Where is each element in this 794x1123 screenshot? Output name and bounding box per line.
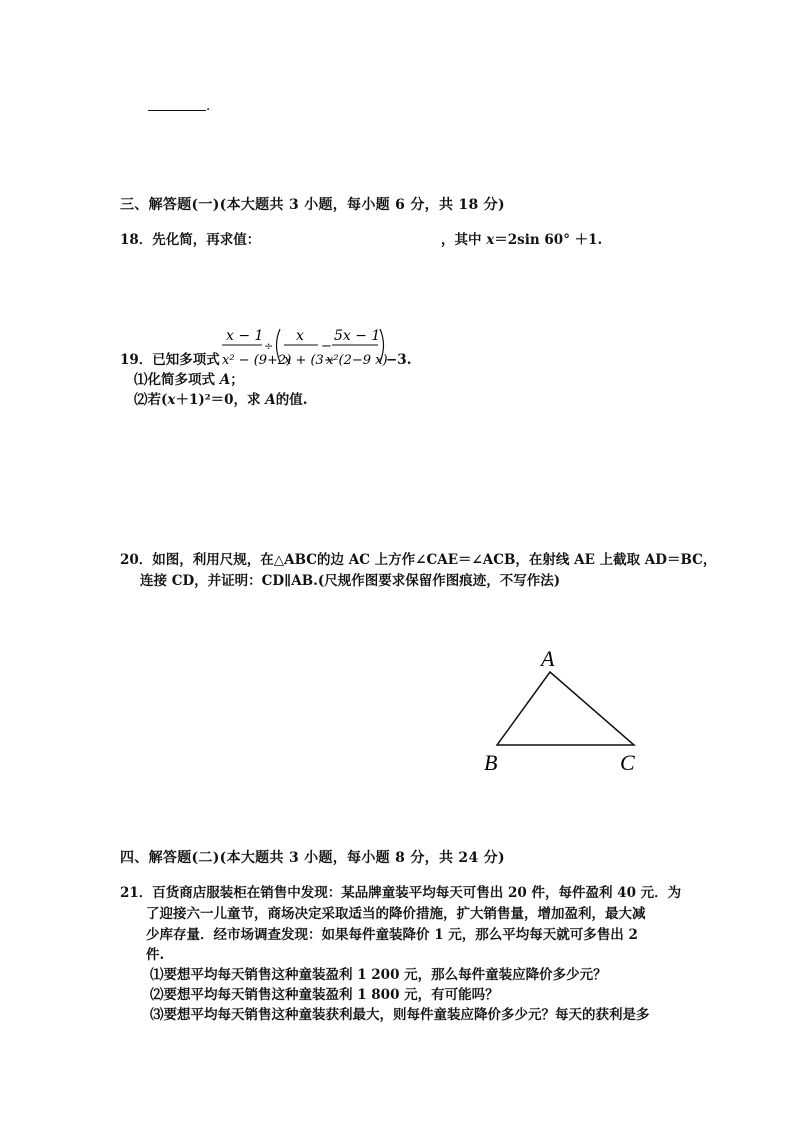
- q18-prefix: 18．先化简，再求值：: [120, 232, 261, 248]
- q21-line3: 少库存量．经市场调查发现：如果每件童装降价 1 元，那么平均每天就可多售出 2: [146, 927, 638, 943]
- q20-line1: 20．如图，利用尺规，在△ABC的边 AC 上方作∠CAE＝∠ACB，在射线 AE 上截取 AD＝BC，: [120, 552, 717, 568]
- q18-condition-pre: ，其中: [441, 232, 487, 248]
- q21-line4: 件.: [146, 947, 165, 963]
- q19-line1-prefix: 19．已知多项式: [120, 352, 220, 368]
- q21-sub3: ⑶要想平均每天销售这种童装获利最大，则每件童装应降价多少元？每天的获利是多: [150, 1007, 650, 1023]
- formula-frac1-den: x² − (9+2): [222, 353, 292, 368]
- vertex-label-a: A: [541, 646, 555, 671]
- formula-frac2-num: x: [296, 328, 304, 344]
- q19-sub1: [134, 371, 244, 389]
- q19-line1-suffix: −3.: [386, 352, 412, 368]
- section-4-title: 四、解答题(二)(本大题共 3 小题，每小题 8 分，共 24 分): [120, 850, 505, 866]
- formula-div-sign: ÷: [264, 340, 274, 353]
- q20-line2: 连接 CD，并证明：CD∥AB.(尺规作图要求保留作图痕迹，不写作法): [140, 573, 561, 589]
- formula-frac3-den: x²(2−9 x): [326, 353, 388, 368]
- q19-sub2: [134, 391, 307, 409]
- q19-sub2-var: x: [167, 392, 176, 408]
- q21-sub2: ⑵要想平均每天销售这种童装盈利 1 800 元，有可能吗？: [150, 987, 499, 1003]
- formula-minus: −: [321, 339, 332, 354]
- q21-line2: 了迎接六一儿童节，商场决定采取适当的降价措施，扩大销售量，增加盈利，最大减: [146, 906, 646, 922]
- q18-condition-post: ＝2sin 60° ＋1.: [494, 232, 603, 248]
- answer-blank-period: .: [206, 98, 211, 114]
- q19-sub2-post: ＋1)²＝0，求: [175, 392, 266, 408]
- q19-sub2-end: 的值.: [275, 392, 308, 408]
- section-3-title: 三、解答题(一)(本大题共 3 小题，每小题 6 分，共 18 分): [120, 197, 505, 213]
- q19-sub1-var: A: [219, 372, 231, 388]
- formula-frac3-num: 5x − 1: [334, 328, 381, 344]
- q19-formula-denominators: [222, 350, 392, 368]
- formula-frac2-den: x + (3−: [284, 353, 335, 368]
- triangle-abc: [497, 672, 634, 745]
- q18-condition: [441, 231, 602, 249]
- q21-line1: 21．百货商店服装柜在销售中发现：某品牌童装平均每天可售出 20 件，每件盈利 40 元．为: [120, 885, 682, 901]
- vertex-label-c: C: [620, 750, 635, 775]
- q19-sub2-pre: ⑵若(: [134, 392, 168, 408]
- vertex-label-b: B: [484, 750, 498, 775]
- q21-sub1: ⑴要想平均每天销售这种童装盈利 1 200 元，那么每件童装应降价多少元？: [150, 967, 607, 983]
- triangle-abc-figure: [480, 644, 640, 776]
- formula-frac1-num: x − 1: [226, 328, 264, 344]
- q19-sub1-pre: ⑴化简多项式: [134, 372, 220, 388]
- q18-condition-var: x: [486, 232, 495, 248]
- q19-sub2-var2: A: [265, 392, 276, 408]
- answer-blank-line: [148, 96, 206, 111]
- q19-sub1-post: ；: [230, 372, 244, 388]
